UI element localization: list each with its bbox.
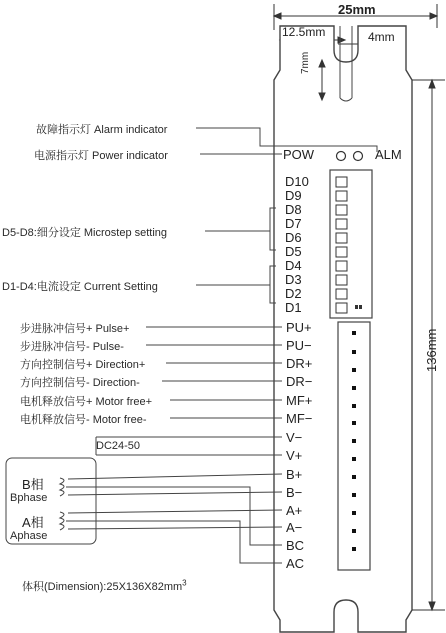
pow-label: POW [283,147,315,162]
switch-label-d6: D6 [285,230,302,245]
pin-mf-minus: MF− [286,411,313,426]
switch-label-d7: D7 [285,216,302,231]
pin-a-minus: A− [286,520,303,535]
signal-desc-direction-minus: 方向控制信号- Direction- [20,377,140,389]
pin-v-plus: V+ [286,448,303,463]
microstep-setting-callout: D5-D8:细分设定 Microstep setting [2,227,168,239]
motor-wires [6,458,282,563]
pin-v-minus: V− [286,430,303,445]
slot-width-label: 4mm [368,30,395,44]
a-phase-sub: Aphase [10,530,48,542]
signal-desc-pulse-plus: 步进脉冲信号+ Pulse+ [20,323,130,335]
alarm-indicator-callout: 故障指示灯 Alarm indicator [36,124,168,136]
switch-label-d8: D8 [285,202,302,217]
width-dimension-label: 25mm [338,2,376,17]
pin-b-minus: B− [286,485,303,500]
signal-desc-direction-plus: 方向控制信号+ Direction+ [20,359,146,371]
signal-desc-pulse-minus: 步进脉冲信号- Pulse- [20,341,124,353]
switch-label-d2: D2 [285,286,302,301]
pin-mf-plus: MF+ [286,393,313,408]
pin-dr-plus: DR+ [286,356,313,371]
b-phase-title: B相 [22,477,44,492]
terminal-block [338,322,370,570]
switch-label-d1: D1 [285,300,302,315]
switch-label-d5: D5 [285,244,302,259]
pin-bc: BC [286,538,305,553]
height-label: 7mm [300,51,311,74]
signal-desc-motor-free-plus: 电机释放信号+ Motor free+ [20,396,153,408]
current-setting-callout: D1-D4:电流设定 Current Setting [2,281,158,293]
pin-pu-plus: PU+ [286,320,312,335]
pin-pu-minus: PU− [286,338,312,353]
switch-label-d4: D4 [285,258,302,273]
power-indicator-callout: 电源指示灯 Power indicator [34,150,168,162]
b-phase-sub: Bphase [10,492,48,504]
dimension-note-sup: 3 [182,578,187,588]
pin-b-plus: B+ [286,467,303,482]
power-supply-label: DC24-50 [96,440,141,452]
signal-desc-motor-free-minus: 电机释放信号- Motor free- [20,414,147,426]
switch-label-d3: D3 [285,272,302,287]
a-phase-title: A相 [22,515,44,530]
dip-switch-block [330,170,372,318]
half-width-label: 12.5mm [282,25,326,39]
length-label: 136mm [424,328,439,372]
pin-a-plus: A+ [286,503,303,518]
switch-label-d10: D10 [285,174,309,189]
dimension-note-text: 体积(Dimension):25X136X82mm [22,581,183,593]
pin-ac: AC [286,556,305,571]
pin-dr-minus: DR− [286,374,313,389]
switch-label-d9: D9 [285,188,302,203]
alm-label: ALM [375,147,402,162]
dimension-note [22,578,187,594]
